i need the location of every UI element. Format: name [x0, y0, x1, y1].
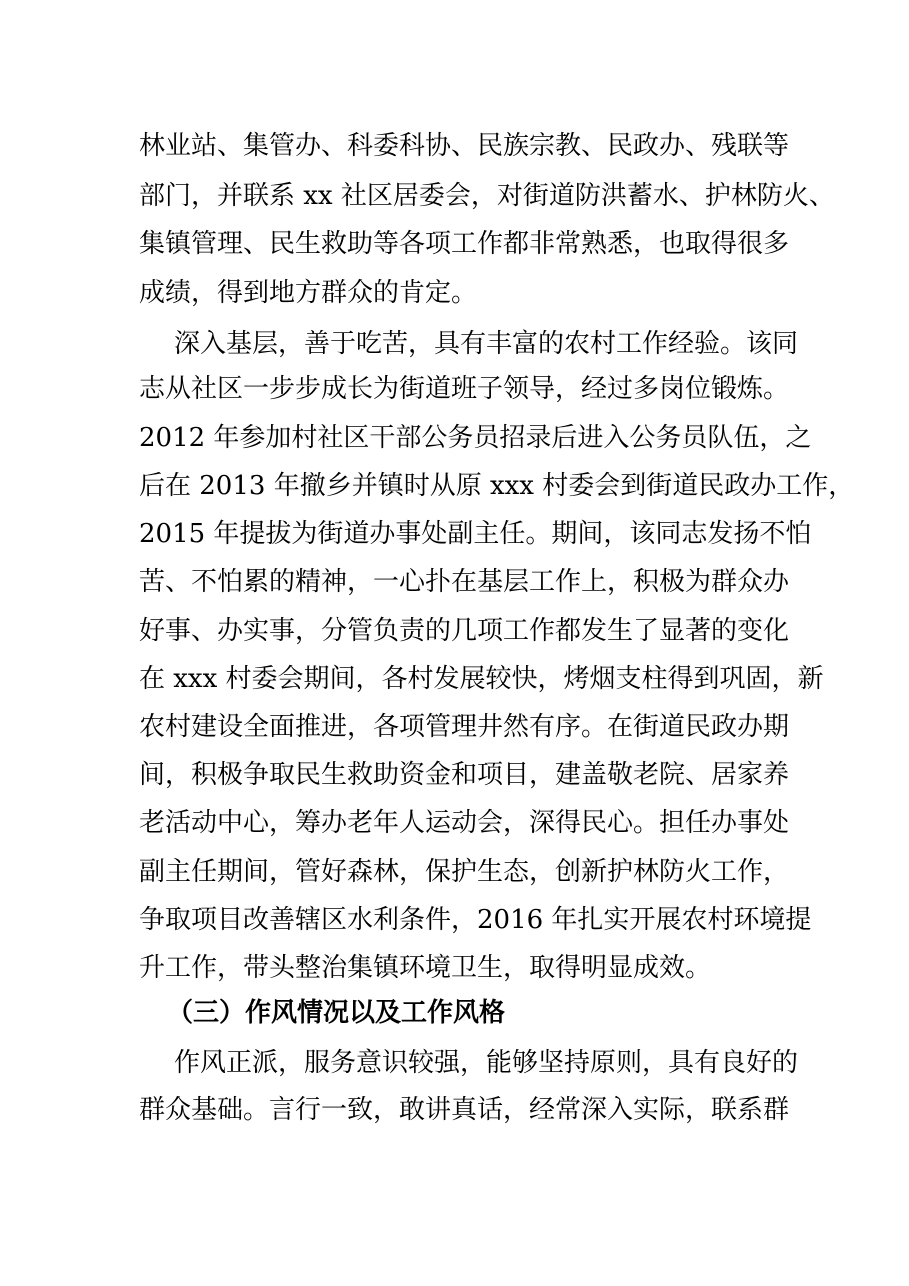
paragraph2-line-2: [0, 369, 909, 409]
paragraph2-line-1-text: 深入基层，善于吃苦，具有丰富的农村工作经验。该同: [174, 329, 799, 359]
paragraph2-line-11-text: 老活动中心，筹办老年人运动会，深得民心。担任办事处: [139, 808, 790, 838]
paragraph1-line-4: [0, 273, 909, 313]
paragraph2-line-10-text: 间，积极争取民生救助资金和项目，建盖敬老院、居家养: [139, 760, 790, 790]
paragraph1-line-2: [0, 176, 909, 216]
paragraph1-line-1: [0, 126, 909, 166]
paragraph2-line-1: [0, 324, 909, 364]
paragraph2-line-3: [0, 418, 909, 458]
paragraph2-line-4-text: 后在 2013 年撤乡并镇时从原 xxx 村委会到街道民政办工作，: [139, 471, 855, 501]
paragraph2-line-7-text: 好事、办实事，分管负责的几项工作都发生了显著的变化: [139, 616, 790, 646]
paragraph2-line-5-text: 2015 年提拔为街道办事处副主任。期间，该同志发扬不怕: [139, 519, 812, 549]
paragraph2-line-8-text: 在 xxx 村委会期间，各村发展较快，烤烟支柱得到巩固，新: [139, 664, 824, 694]
paragraph2-line-14-text: 升工作，带头整治集镇环境卫生，取得明显成效。: [139, 953, 712, 983]
paragraph2-line-7: [0, 611, 909, 651]
paragraph2-line-3-text: 2012 年参加村社区干部公务员招录后进入公务员队伍，之: [139, 423, 812, 453]
paragraph2-line-8: [0, 659, 909, 699]
paragraph2-line-12-text: 副主任期间，管好森林，保护生态，创新护林防火工作，: [139, 857, 790, 887]
paragraph2-line-2-text: 志从社区一步步成长为街道班子领导，经过多岗位锻炼。: [139, 374, 790, 404]
paragraph2-line-11: [0, 803, 909, 843]
paragraph2-line-13: [0, 900, 909, 940]
paragraph2-line-5: [0, 514, 909, 554]
paragraph3-line-1-text: 作风正派，服务意识较强，能够坚持原则，具有良好的: [174, 1048, 799, 1078]
paragraph1-line-1-text: 林业站、集管办、科委科协、民族宗教、民政办、残联等: [139, 131, 790, 161]
paragraph2-line-6: [0, 562, 909, 602]
paragraph1-line-3-text: 集镇管理、民生救助等各项工作都非常熟悉，也取得很多: [139, 229, 790, 259]
paragraph3-line-1: [0, 1043, 909, 1083]
paragraph1-line-2-text: 部门，并联系 xx 社区居委会，对街道防洪蓄水、护林防火、: [139, 181, 835, 211]
section-heading-text: （三）作风情况以及工作风格: [167, 998, 506, 1028]
paragraph1-line-4-text: 成绩，得到地方群众的肯定。: [139, 278, 478, 308]
paragraph2-line-4: [0, 466, 909, 506]
paragraph1-line-3: [0, 224, 909, 264]
paragraph2-line-6-text: 苦、不怕累的精神，一心扑在基层工作上，积极为群众办: [139, 567, 790, 597]
paragraph2-line-10: [0, 755, 909, 795]
paragraph3-line-2: [0, 1090, 909, 1130]
paragraph2-line-14: [0, 948, 909, 988]
paragraph2-line-12: [0, 852, 909, 892]
paragraph2-line-13-text: 争取项目改善辖区水利条件，2016 年扎实开展农村环境提: [139, 905, 812, 935]
paragraph3-line-2-text: 群众基础。言行一致，敢讲真话，经常深入实际，联系群: [139, 1095, 790, 1125]
paragraph2-line-9: [0, 707, 909, 747]
section-heading: [0, 993, 909, 1033]
paragraph2-line-9-text: 农村建设全面推进，各项管理井然有序。在街道民政办期: [139, 712, 790, 742]
